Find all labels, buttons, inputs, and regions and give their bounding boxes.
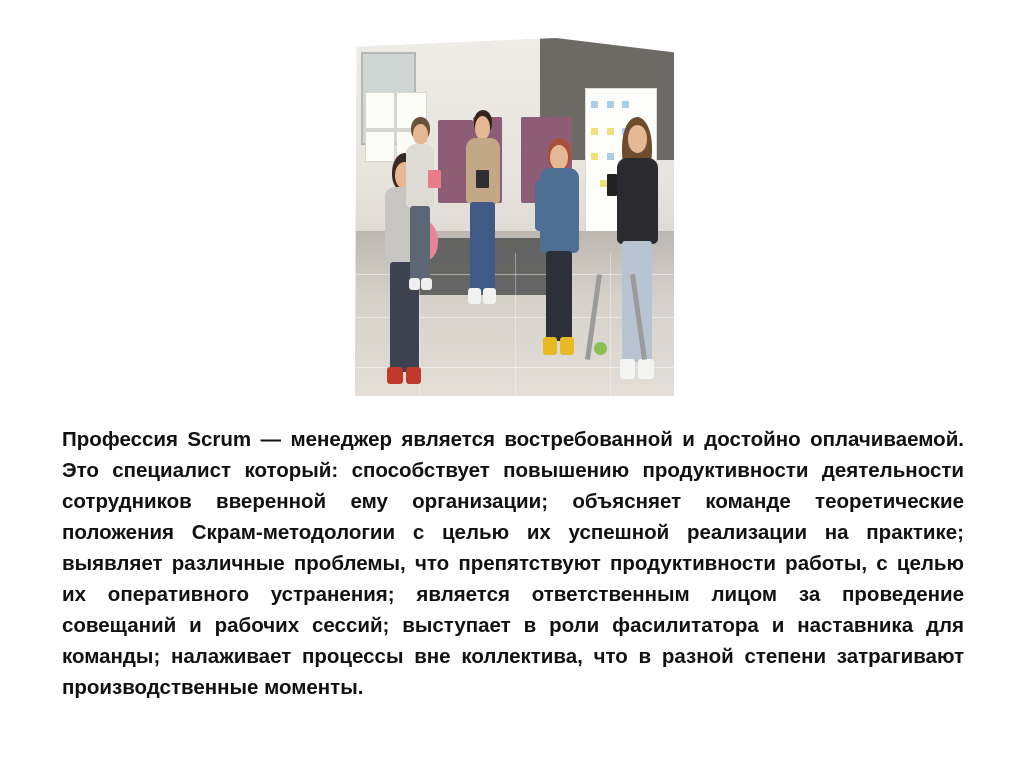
shoe — [406, 367, 422, 384]
scrum-team-workshop-photo — [355, 38, 674, 396]
body-paragraph: Профессия Scrum — менеджер является востребованной и достойно оплачиваемой. Это специалист который: способствует повышению продуктивности деятельности сотрудников вверенной ему организации; объясняет команде теоретические положения Скрам-методологии с целью их успешной реализации на практике; выявляет различные проблемы, что препятствуют продуктивности работы, с целью их оперативного устранения; является ответственным лицом за проведение совещаний и рабочих сессий; выступает в роли фасилитатора и наставника для команды; налаживает процессы вне коллектива, что в разной степени затрагивают производственные моменты. — [62, 428, 964, 699]
shoe — [387, 367, 403, 384]
head — [628, 125, 648, 153]
legs — [546, 251, 573, 341]
smartphone — [428, 170, 441, 188]
poster-1 — [365, 92, 396, 130]
person-facilitator — [534, 138, 585, 364]
person-right-presenter — [610, 117, 664, 393]
shoe — [483, 288, 496, 304]
shoe — [638, 359, 653, 378]
head — [550, 145, 567, 170]
torso — [617, 158, 658, 243]
sticky-note — [622, 101, 629, 108]
green-ball — [594, 342, 607, 355]
sticky-note — [600, 180, 607, 187]
person-center — [460, 110, 505, 310]
head — [413, 124, 428, 145]
person-back-left — [400, 117, 441, 296]
legs — [470, 202, 495, 292]
shoe — [468, 288, 481, 304]
legs — [410, 206, 430, 281]
sticky-note — [591, 128, 598, 135]
head — [475, 116, 490, 140]
sticky-note — [607, 101, 614, 108]
marker-pen — [607, 174, 617, 195]
sticky-note — [591, 153, 598, 160]
shoe — [620, 359, 635, 378]
shoe — [409, 278, 420, 291]
smartphone — [476, 170, 489, 188]
sticky-note — [591, 101, 598, 108]
floor-grout-line — [515, 253, 516, 396]
arm — [535, 181, 543, 231]
photo-container — [355, 38, 674, 396]
shoe — [421, 278, 432, 291]
shoe — [560, 337, 574, 355]
shoe — [543, 337, 557, 355]
torso — [540, 168, 579, 254]
